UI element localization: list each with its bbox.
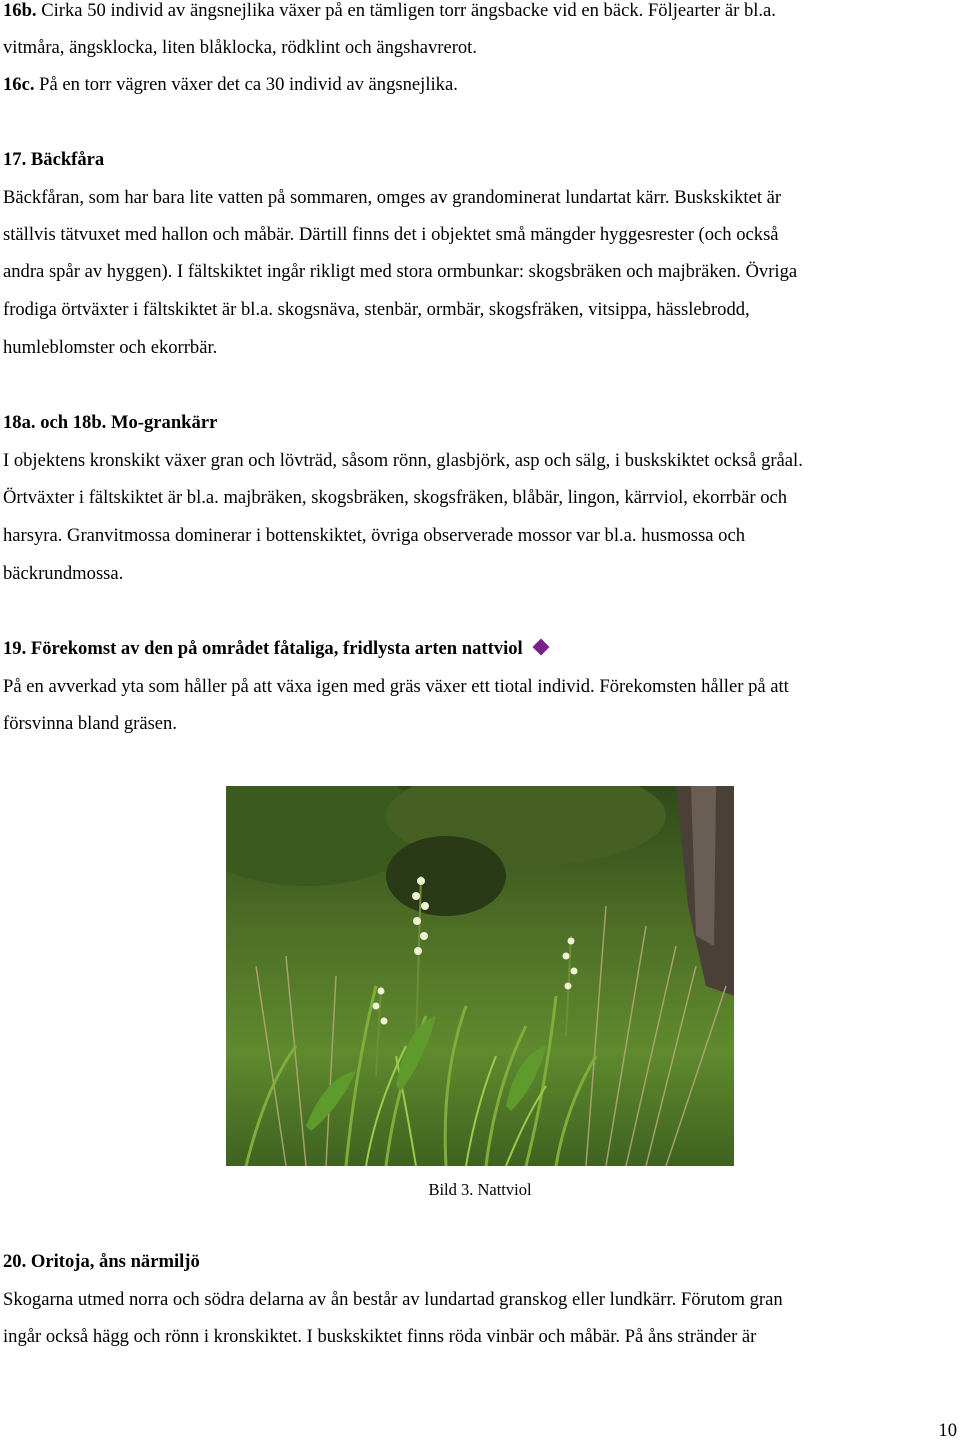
paragraph-17-line: Bäckfåran, som har bara lite vatten på sommaren, omges av grandominerat lundartat kärr. Buskskiktet är (3, 187, 782, 208)
paragraph-16b-line-1: 16b. Cirka 50 individ av ängsnejlika växer på en tämligen torr ängsbacke vid en bäck. Följearter är bl.a. (3, 0, 776, 21)
item-number-16b: 16b. (3, 0, 37, 21)
heading-19: 19. Förekomst av den på området fåtaliga, fridlysta arten nattviol (3, 638, 547, 660)
heading-20: 20. Oritoja, åns närmiljö (3, 1251, 200, 1272)
item-number-16c: 16c. (3, 74, 35, 95)
paragraph-17-line: andra spår av hyggen). I fältskiktet ingår rikligt med stora ormbunkar: skogsbräken och majbräken. Övriga (3, 261, 798, 282)
heading-17: 17. Bäckfåra (3, 149, 105, 170)
paragraph-20-line: Skogarna utmed norra och södra delarna av ån består av lundartad granskog eller lundkärr. Förutom gran (3, 1289, 783, 1310)
heading-18: 18a. och 18b. Mo-grankärr (3, 412, 218, 433)
paragraph-17-line: frodiga örtväxter i fältskiktet är bl.a. skogsnäva, stenbär, ormbär, skogsfräken, vitsippa, hässlebrodd, (3, 299, 750, 320)
paragraph-18-line: Örtväxter i fältskiktet är bl.a. majbräken, skogsbräken, skogsfräken, blåbär, lingon, kärrviol, ekorrbär och (3, 487, 788, 508)
paragraph-17-line: ställvis tätvuxet med hallon och måbär. Därtill finns det i objektet små mängder hyggesrester (och också (3, 224, 779, 245)
page-number: 10 (938, 1420, 957, 1441)
diamond-icon (532, 639, 549, 656)
paragraph-19-line: försvinna bland gräsen. (3, 713, 178, 734)
paragraph-17-line: humleblomster och ekorrbär. (3, 337, 218, 358)
paragraph-16b-line-2: vitmåra, ängsklocka, liten blåklocka, rödklint och ängshavrerot. (3, 37, 477, 58)
paragraph-19-line: På en avverkad yta som håller på att växa igen med gräs växer ett tiotal individ. Förekomsten håller på att (3, 676, 789, 697)
paragraph-18-line: I objektens kronskikt växer gran och lövträd, såsom rönn, glasbjörk, asp och sälg, i buskskiktet också gråal. (3, 450, 803, 471)
paragraph-20-line: ingår också hägg och rönn i kronskiktet. I buskskiktet finns röda vinbär och måbär. På åns stränder är (3, 1326, 757, 1347)
paragraph-18-line: bäckrundmossa. (3, 563, 124, 584)
paragraph-16c: 16c. På en torr vägren växer det ca 30 individ av ängsnejlika. (3, 74, 458, 95)
figure-caption: Bild 3. Nattviol (428, 1180, 532, 1199)
paragraph-18-line: harsyra. Granvitmossa dominerar i bottenskiktet, övriga observerade mossor var bl.a. husmossa och (3, 525, 746, 546)
nattviol-photo (226, 786, 734, 1166)
